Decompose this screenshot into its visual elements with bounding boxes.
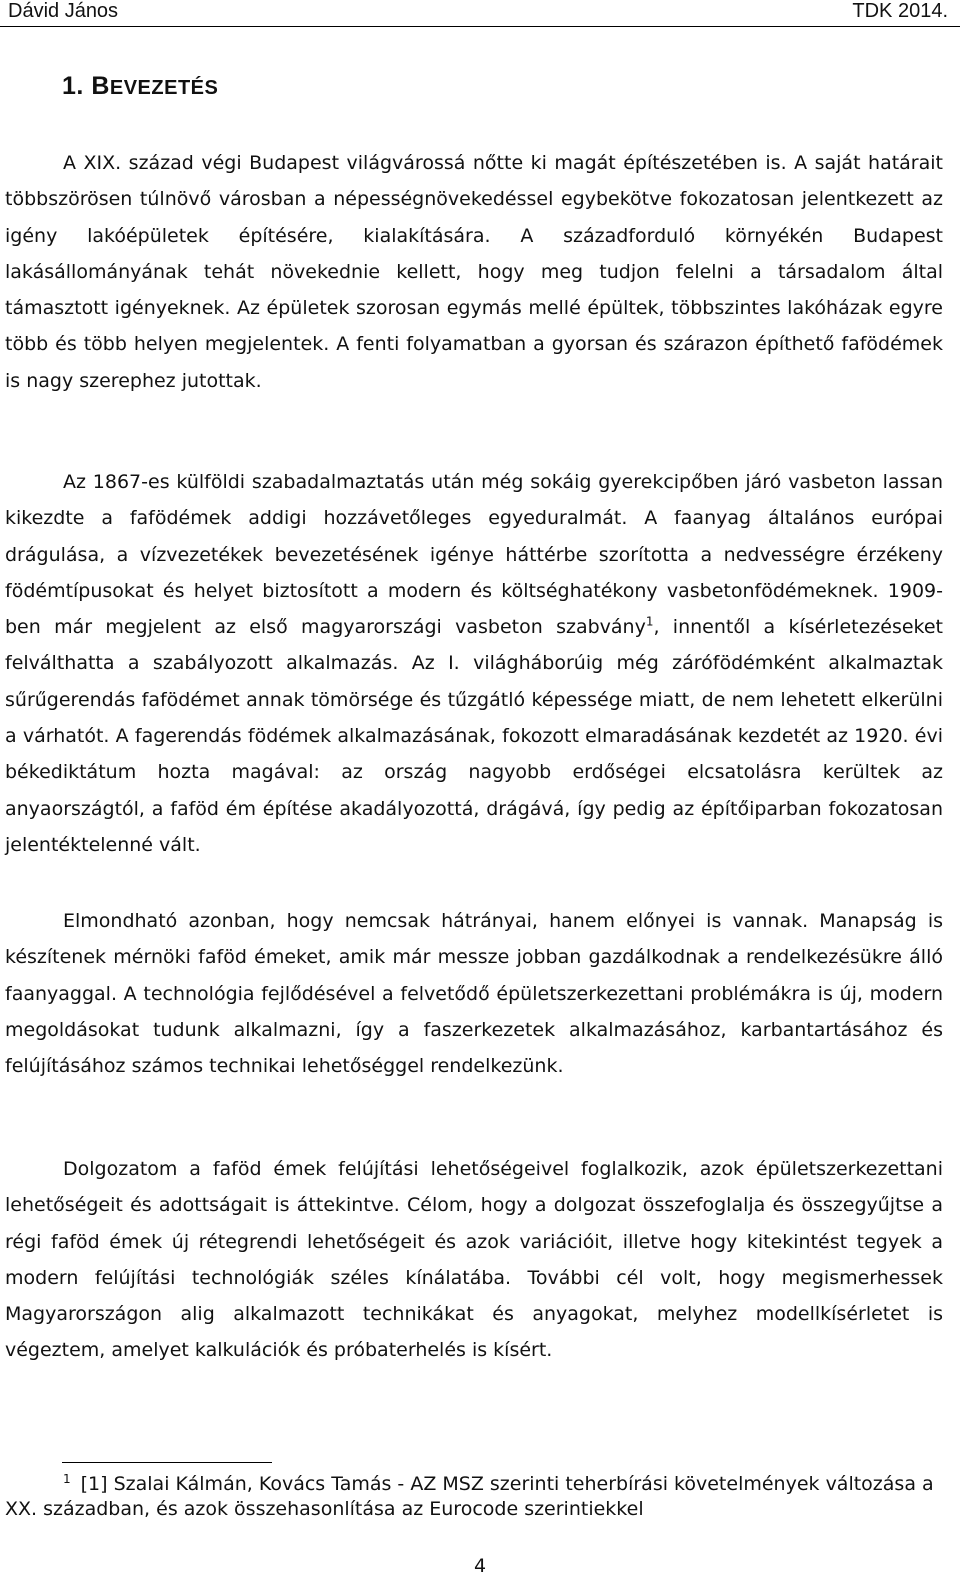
section-title-rest: EVEZETÉS <box>109 77 219 99</box>
footnote-mark: 1 <box>63 1471 71 1486</box>
footnote-reference[interactable]: 1 <box>645 614 654 629</box>
paragraph-history <box>5 464 943 863</box>
section-heading <box>62 72 218 101</box>
header-event: TDK 2014. <box>852 0 948 22</box>
paragraph-history-part1: Az 1867-es külföldi szabadalmaztatás után még sokáig gyerekcipőben járó vasbeton lassan kikezdte a fafödémek addigi hozzávetőleges egyeduralmát. A faanyag általános európai drágulása, a vízvezetékek bevezetésének igénye háttérbe szorította a nedvességre érzékeny födémtípusokat és helyet biztosított a modern és költséghatékony vasbetonfödémeknek. 1909-ben már megjelent az első magyarországi vasbeton szabvány <box>5 471 943 639</box>
footnote-text: [1] Szalai Kálmán, Kovács Tamás - AZ MSZ szerinti teherbírási követelmények változása a XX. században, és azok összehasonlítása az Eurocode szerintiekkel <box>5 1473 934 1520</box>
paragraph-advantages: Elmondható azonban, hogy nemcsak hátrányai, hanem előnyei is vannak. Manapság is készítenek mérnöki faföd émeket, amik már messze jobban gazdálkodnak a rendelkezésükre álló faanyaggal. A technológia fejlődésével a felvetődő épületszerkezettani problémákra is új, modern megoldásokat tudunk alkalmazni, így a faszerkezetek alkalmazásához, karbantartásához és felújításához számos technikai lehetőséggel rendelkezünk. <box>5 910 943 1078</box>
footnote <box>5 1472 943 1521</box>
paragraph-history-part2: , innentől a kísérletezéseket felválthatta a szabályozott alkalmazás. Az I. világháborúig még zárófödémként alkalmaztak sűrűgerendás fafödémet annak tömörsége és tűzgátló képessége miatt, de nem lehetett elkerülni a várhatót. A fagerendás födémek alkalmazásának, fokozott elmaradásának kezdetét az 1920. évi békediktátum hozta magával: az ország nagyobb erdőségei elcsatolásra kerültek az anyaországtól, a faföd ém építése akadályozottá, drágává, így pedig az építőiparban fokozatosan jelentéktelenné vált. <box>5 616 943 856</box>
paragraph-aims: Dolgozatom a faföd émek felújítási lehetőségeivel foglalkozik, azok épületszerkezettani lehetőségeit és adottságait is áttekintve. Célom, hogy a dolgozat összefoglalja és összegyűjtse a régi faföd émek új rétegrendi lehetőségeit és azok variációit, illetve hogy kitekintést tegyek a modern felújítási technológiák széles kínálatába. További cél volt, hogy megismerhessek Magyarországon alig alkalmazott technikákat és anyagokat, melyhez modellkísérletet is végeztem, amelyet kalkulációk és próbaterhelés is kísért. <box>5 1158 943 1362</box>
paragraph-intro: A XIX. század végi Budapest világvárossá nőtte ki magát építészetében is. A saját határait többszörösen túlnövő városban a népességnövekedéssel egybekötve fokozatosan jelentkezett az igény lakóépületek építésére, kialakítására. A századforduló környékén Budapest lakásállományának tehát növekednie kellett, hogy meg tudjon felelni a társadalom által támasztott igényeknek. Az épületek szorosan egymás mellé épültek, többszintes lakóházak egyre több és több helyen megjelentek. A fenti folyamatban a gyorsan és szárazon építhető fafödémek is nagy szerephez jutottak. <box>5 152 943 392</box>
page-header <box>0 0 960 26</box>
section-number: 1. <box>62 72 84 100</box>
footnote-separator <box>62 1462 272 1463</box>
header-rule <box>0 26 960 27</box>
section-title-initial: B <box>91 72 110 100</box>
header-author: Dávid János <box>8 0 119 22</box>
page-number: 4 <box>473 1555 487 1577</box>
